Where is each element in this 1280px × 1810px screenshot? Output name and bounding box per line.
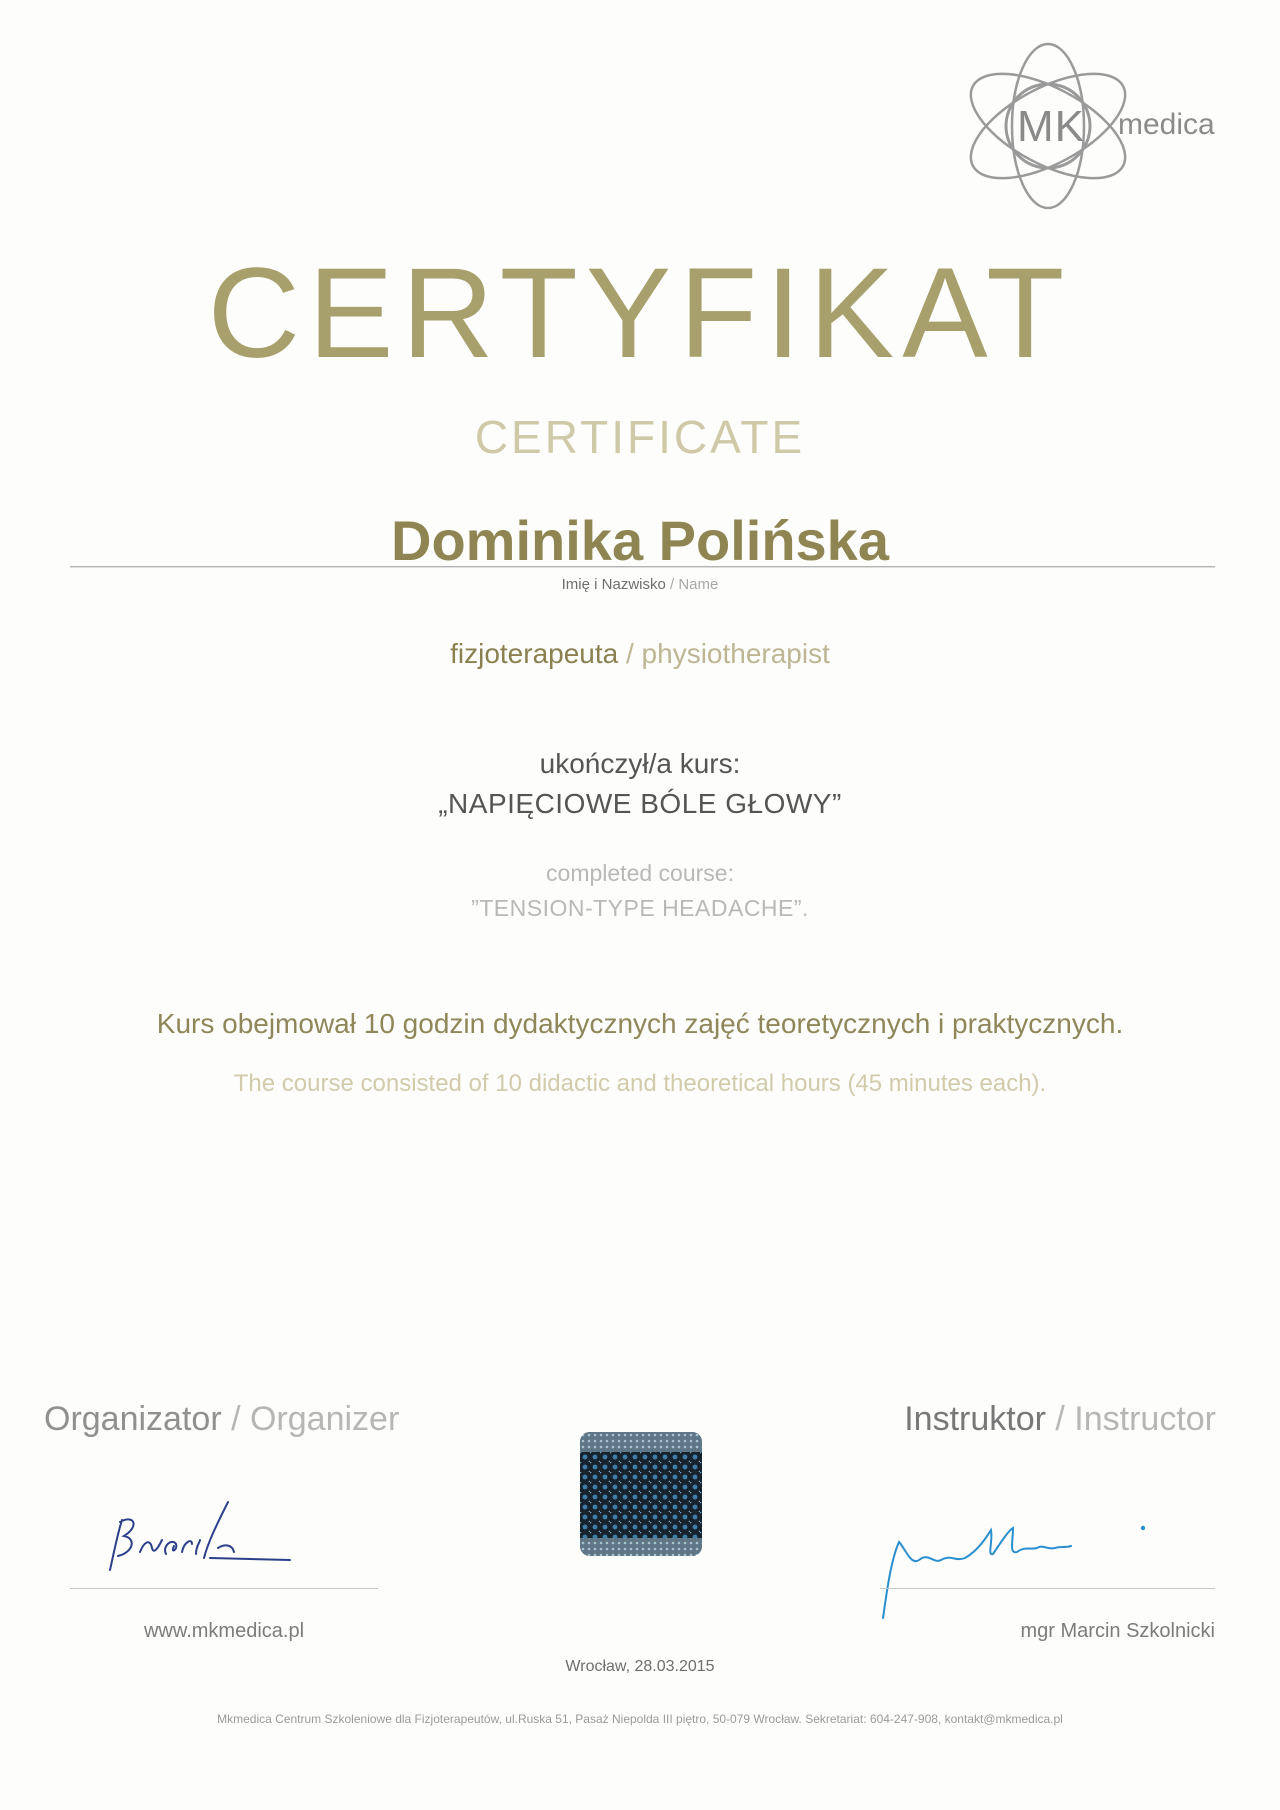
instructor-signature-line [880, 1588, 1215, 1589]
instructor-signature [875, 1520, 1155, 1620]
organizer-label-sep: / [221, 1400, 250, 1438]
profession-pl: fizjoterapeuta [450, 638, 619, 669]
instructor-label [904, 1400, 1216, 1439]
hologram-seal [580, 1432, 702, 1556]
instructor-label-sep: / [1045, 1400, 1075, 1438]
profession-en: physiotherapist [641, 638, 830, 669]
course-hours-en: The course consisted of 10 didactic and theoretical hours (45 minutes each). [233, 1070, 1047, 1097]
mkmedica-logo [948, 40, 1230, 216]
name-label [0, 576, 1280, 593]
course-name-pl: „NAPIĘCIOWE BÓLE GŁOWY” [438, 788, 842, 819]
footer-address: Mkmedica Centrum Szkoleniowe dla Fizjoterapeutów, ul.Ruska 51, Pasaż Niepolda III piętro, 50-079 Wrocław. Sekretariat: 604-247-908, kontakt@mkmedica.pl [217, 1712, 1063, 1726]
logo-medica-text: medica [1118, 108, 1215, 141]
organizer-website: www.mkmedica.pl [143, 1620, 305, 1642]
instructor-label-pl: Instruktor [904, 1400, 1046, 1438]
organizer-label-en: Organizer [249, 1400, 400, 1438]
name-underline [70, 566, 1215, 568]
profession-sep: / [618, 638, 642, 669]
recipient-name: Dominika Polińska [391, 509, 889, 572]
name-label-en: Name [678, 576, 719, 593]
place-date: Wrocław, 28.03.2015 [565, 1658, 715, 1675]
organizer-label [44, 1400, 399, 1439]
name-label-sep: / [665, 576, 679, 593]
name-label-pl: Imię i Nazwisko [561, 576, 666, 593]
course-name-en: ”TENSION-TYPE HEADACHE”. [471, 895, 809, 921]
completed-course-en: completed course: [546, 860, 734, 886]
instructor-name: mgr Marcin Szkolnicki [1020, 1620, 1215, 1642]
title-english: CERTIFICATE [474, 411, 806, 463]
title-polish: CERTYFIKAT [207, 242, 1073, 385]
profession [0, 638, 1280, 670]
organizer-signature-line [70, 1588, 378, 1589]
course-hours-pl: Kurs obejmował 10 godzin dydaktycznych zajęć teoretycznych i praktycznych. [156, 1008, 1124, 1039]
organizer-signature [100, 1492, 300, 1582]
instructor-label-en: Instructor [1074, 1400, 1216, 1438]
completed-course-pl: ukończył/a kurs: [539, 748, 741, 779]
logo-mk-text: MK [1017, 102, 1085, 151]
organizer-label-pl: Organizator [44, 1400, 222, 1438]
